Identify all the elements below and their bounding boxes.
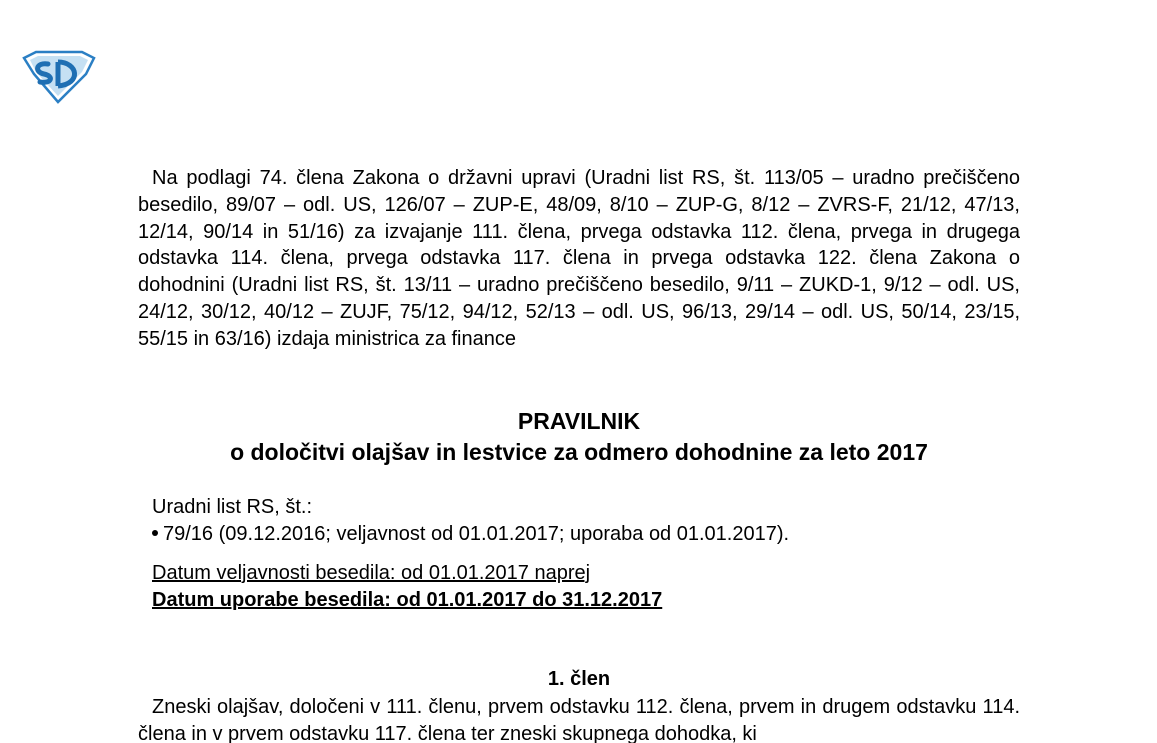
- gazette-entry-text: 79/16 (09.12.2016; veljavnost od 01.01.2017; uporaba od 01.01.2017).: [163, 523, 790, 545]
- gazette-entry: [152, 523, 789, 546]
- validity-date: Datum veljavnosti besedila: od 01.01.2017 naprej: [152, 562, 591, 584]
- application-date: Datum uporabe besedila: od 01.01.2017 do 31.12.2017: [152, 589, 663, 611]
- sd-shield-logo-icon: [22, 48, 96, 104]
- article-heading: 1. člen: [547, 668, 611, 690]
- gazette-label: Uradni list RS, št.:: [152, 496, 313, 518]
- document-title: PRAVILNIK: [517, 408, 641, 434]
- preamble-paragraph: Na podlagi 74. člena Zakona o državni upravi (Uradni list RS, št. 113/05 – uradno prečiščeno besedilo, 89/07 – odl. US, 126/07 – ZUP-E, 48/09, 8/10 – ZUP-G, 8/12 – ZVRS-F, 21/12, 47/13, 12/14, 90/14 in 51/16) za izvajanje 111. člena, prvega odstavka 112. člena, prvega in drugega odstavka 114. člena, prvega odstavka 117. člena in prvega odstavka 122. člena Zakona o dohodnini (Uradni list RS, št. 13/11 – uradno prečiščeno besedilo, 9/11 – ZUKD-1, 9/12 – odl. US, 24/12, 30/12, 40/12 – ZUJF, 75/12, 94/12, 52/13 – odl. US, 96/13, 29/14 – odl. US, 50/14, 23/15, 55/15 in 63/16) izdaja ministrica za finance: [138, 167, 1020, 350]
- gazette-list: [152, 523, 789, 546]
- document-subtitle: o določitvi olajšav in lestvice za odmero dohodnine za leto 2017: [230, 439, 928, 465]
- article-body: Zneski olajšav, določeni v 111. členu, prvem odstavku 112. člena, prvem in drugem odstavku 114. člena in v prvem odstavku 117. člena ter zneski skupnega dohodka, ki: [138, 696, 1020, 743]
- bullet-icon: [152, 530, 158, 536]
